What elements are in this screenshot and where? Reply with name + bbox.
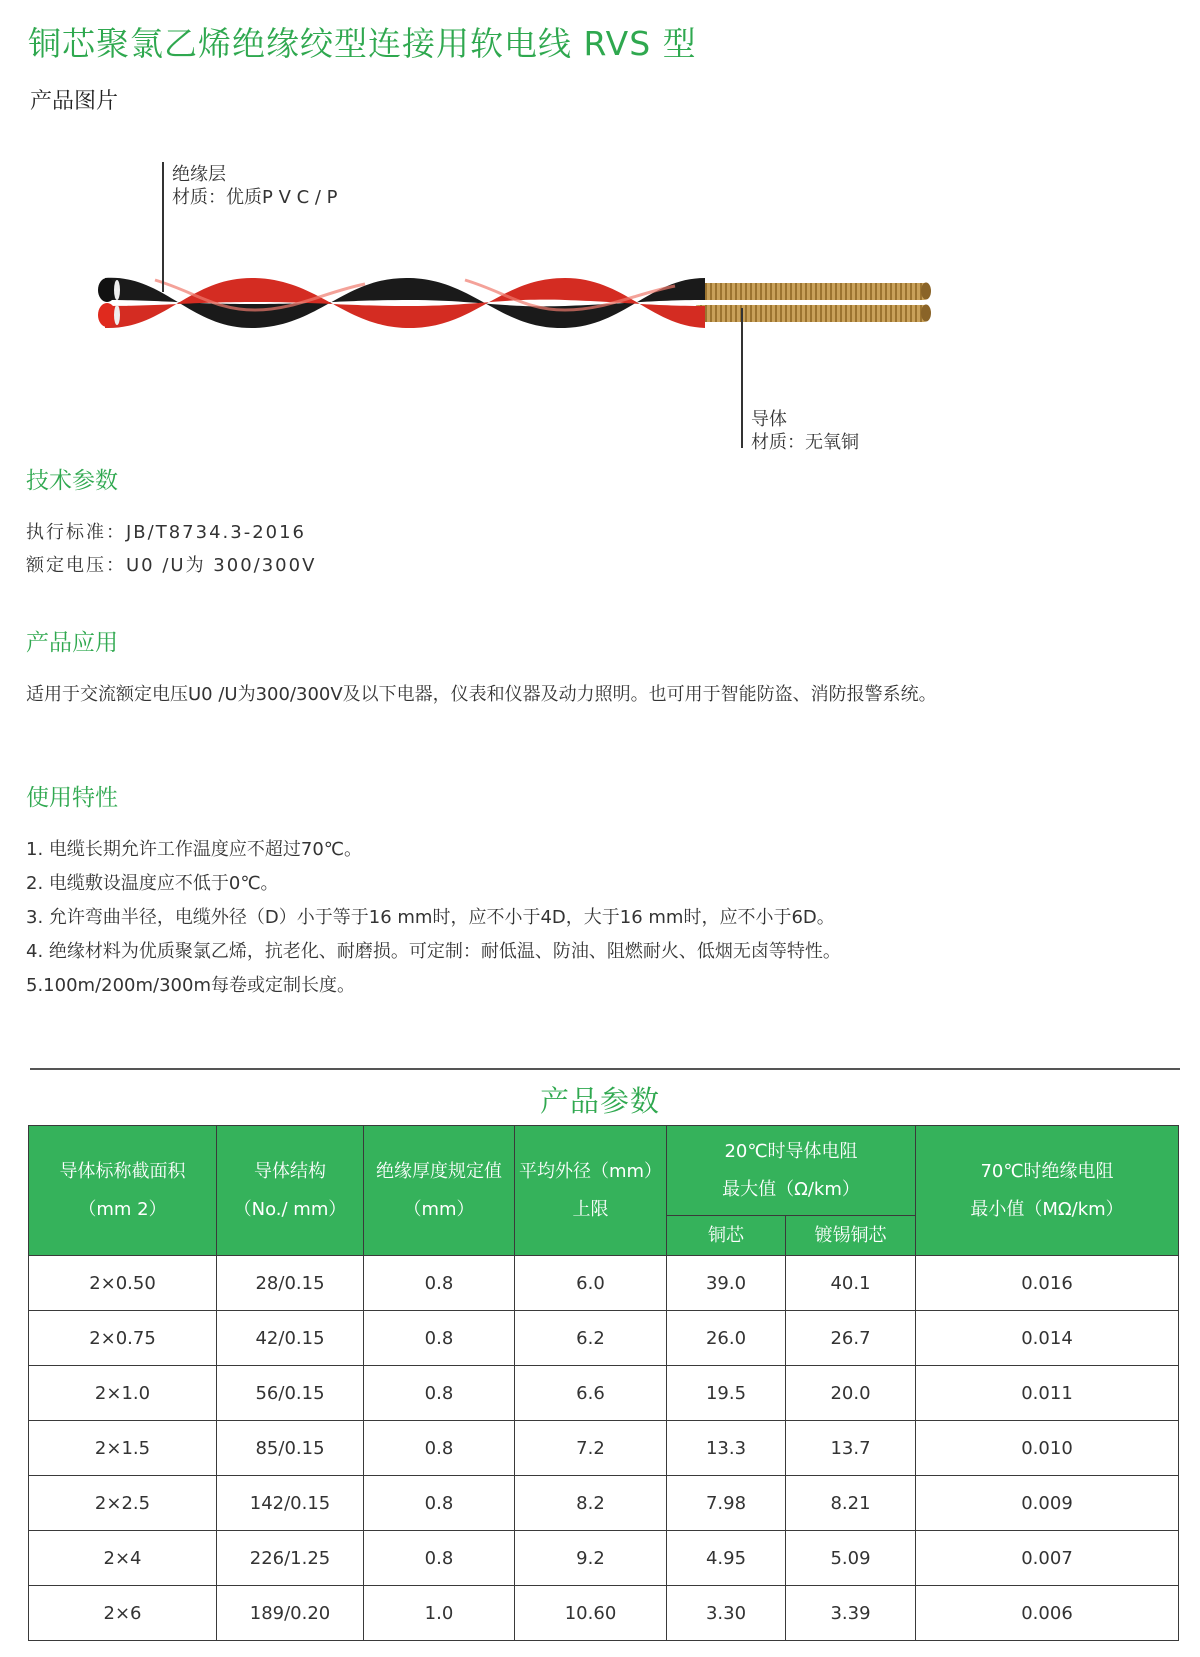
application-text: 适用于交流额定电压U0 /U为300/300V及以下电器，仪表和仪器及动力照明。也可用于智能防盗、消防报警系统。 bbox=[26, 684, 937, 705]
feature-item-5: 5.100m/200m/300m每卷或定制长度。 bbox=[26, 975, 355, 996]
insulation-callout bbox=[172, 163, 338, 209]
conductor-lower bbox=[695, 305, 927, 322]
table-row bbox=[29, 1421, 1179, 1476]
cell-thickness: 0.8 bbox=[364, 1311, 515, 1366]
cell-thickness: 0.8 bbox=[364, 1531, 515, 1586]
table-body bbox=[29, 1256, 1179, 1641]
table-row bbox=[29, 1366, 1179, 1421]
header-insulation-70: 70℃时绝缘电阻 最小值（MΩ/km） bbox=[916, 1126, 1179, 1256]
cell-res-copper: 4.95 bbox=[667, 1531, 786, 1586]
feature-item-2: 2. 电缆敷设温度应不低于0℃。 bbox=[26, 873, 279, 894]
cell-insulation: 0.014 bbox=[916, 1311, 1179, 1366]
cell-area: 2×4 bbox=[29, 1531, 217, 1586]
feature-item-1: 1. 电缆长期允许工作温度应不超过70℃。 bbox=[26, 839, 363, 860]
header-structure: 导体结构 （No./ mm） bbox=[217, 1126, 364, 1256]
cell-res-copper: 13.3 bbox=[667, 1421, 786, 1476]
cell-thickness: 0.8 bbox=[364, 1366, 515, 1421]
application-heading: 产品应用 bbox=[26, 630, 118, 656]
cell-insulation: 0.016 bbox=[916, 1256, 1179, 1311]
cell-thickness: 0.8 bbox=[364, 1256, 515, 1311]
cell-insulation: 0.010 bbox=[916, 1421, 1179, 1476]
tech-standard: 执行标准：JB/T8734.3-2016 bbox=[26, 522, 307, 543]
cell-diameter: 7.2 bbox=[515, 1421, 667, 1476]
cell-area: 2×0.75 bbox=[29, 1311, 217, 1366]
cell-res-tinned: 40.1 bbox=[786, 1256, 916, 1311]
cell-res-copper: 7.98 bbox=[667, 1476, 786, 1531]
cell-insulation: 0.011 bbox=[916, 1366, 1179, 1421]
table-title: 产品参数 bbox=[539, 1084, 660, 1118]
table-row bbox=[29, 1531, 1179, 1586]
cell-diameter: 8.2 bbox=[515, 1476, 667, 1531]
header-copper: 铜芯 bbox=[667, 1216, 786, 1256]
parameter-table bbox=[28, 1125, 1179, 1641]
cell-insulation: 0.009 bbox=[916, 1476, 1179, 1531]
conductor-upper bbox=[695, 283, 927, 300]
cell-res-tinned: 26.7 bbox=[786, 1311, 916, 1366]
cell-res-tinned: 20.0 bbox=[786, 1366, 916, 1421]
cell-insulation: 0.007 bbox=[916, 1531, 1179, 1586]
cell-structure: 226/1.25 bbox=[217, 1531, 364, 1586]
conductor-material: 材质：无氧铜 bbox=[751, 432, 859, 453]
cell-structure: 142/0.15 bbox=[217, 1476, 364, 1531]
insulation-title: 绝缘层 bbox=[172, 164, 226, 185]
table-row bbox=[29, 1311, 1179, 1366]
features-heading: 使用特性 bbox=[26, 785, 118, 811]
header-resistance-20: 20℃时导体电阻 最大值（Ω/km） bbox=[667, 1126, 916, 1216]
header-tinned-copper: 镀锡铜芯 bbox=[786, 1216, 916, 1256]
cell-diameter: 6.6 bbox=[515, 1366, 667, 1421]
cell-res-copper: 39.0 bbox=[667, 1256, 786, 1311]
cell-thickness: 0.8 bbox=[364, 1421, 515, 1476]
cell-insulation: 0.006 bbox=[916, 1586, 1179, 1641]
cell-area: 2×6 bbox=[29, 1586, 217, 1641]
cell-thickness: 1.0 bbox=[364, 1586, 515, 1641]
cell-res-copper: 3.30 bbox=[667, 1586, 786, 1641]
cell-area: 2×2.5 bbox=[29, 1476, 217, 1531]
feature-item-4: 4. 绝缘材料为优质聚氯乙烯，抗老化、耐磨损。可定制：耐低温、防油、阻燃耐火、低烟无卤等特性。 bbox=[26, 941, 841, 962]
section-divider bbox=[30, 1068, 1180, 1070]
table-row bbox=[29, 1476, 1179, 1531]
header-area: 导体标称截面积 （mm 2） bbox=[29, 1126, 217, 1256]
cell-area: 2×1.5 bbox=[29, 1421, 217, 1476]
cell-structure: 56/0.15 bbox=[217, 1366, 364, 1421]
conductor-title: 导体 bbox=[751, 409, 787, 430]
cell-diameter: 6.2 bbox=[515, 1311, 667, 1366]
feature-item-3: 3. 允许弯曲半径，电缆外径（D）小于等于16 mm时，应不小于4D，大于16 mm时，应不小于6D。 bbox=[26, 907, 835, 928]
cell-res-tinned: 8.21 bbox=[786, 1476, 916, 1531]
cell-area: 2×1.0 bbox=[29, 1366, 217, 1421]
tech-heading: 技术参数 bbox=[26, 468, 118, 494]
insulation-material: 材质：优质P V C / P bbox=[172, 187, 338, 208]
conductor-callout bbox=[751, 408, 859, 454]
cell-res-tinned: 13.7 bbox=[786, 1421, 916, 1476]
table-row bbox=[29, 1256, 1179, 1311]
product-image-label: 产品图片 bbox=[30, 89, 119, 114]
cell-structure: 189/0.20 bbox=[217, 1586, 364, 1641]
cell-structure: 42/0.15 bbox=[217, 1311, 364, 1366]
cell-res-copper: 26.0 bbox=[667, 1311, 786, 1366]
tech-voltage: 额定电压：U0 /U为 300/300V bbox=[26, 555, 317, 576]
page-title: 铜芯聚氯乙烯绝缘绞型连接用软电线 RVS 型 bbox=[28, 24, 697, 63]
cell-diameter: 10.60 bbox=[515, 1586, 667, 1641]
table-row bbox=[29, 1586, 1179, 1641]
cell-diameter: 9.2 bbox=[515, 1531, 667, 1586]
cell-structure: 85/0.15 bbox=[217, 1421, 364, 1476]
cell-res-copper: 19.5 bbox=[667, 1366, 786, 1421]
cell-diameter: 6.0 bbox=[515, 1256, 667, 1311]
cell-thickness: 0.8 bbox=[364, 1476, 515, 1531]
header-thickness: 绝缘厚度规定值 （mm） bbox=[364, 1126, 515, 1256]
cell-area: 2×0.50 bbox=[29, 1256, 217, 1311]
header-diameter: 平均外径（mm） 上限 bbox=[515, 1126, 667, 1256]
cell-res-tinned: 5.09 bbox=[786, 1531, 916, 1586]
cell-structure: 28/0.15 bbox=[217, 1256, 364, 1311]
cell-res-tinned: 3.39 bbox=[786, 1586, 916, 1641]
cable-illustration bbox=[95, 270, 935, 336]
